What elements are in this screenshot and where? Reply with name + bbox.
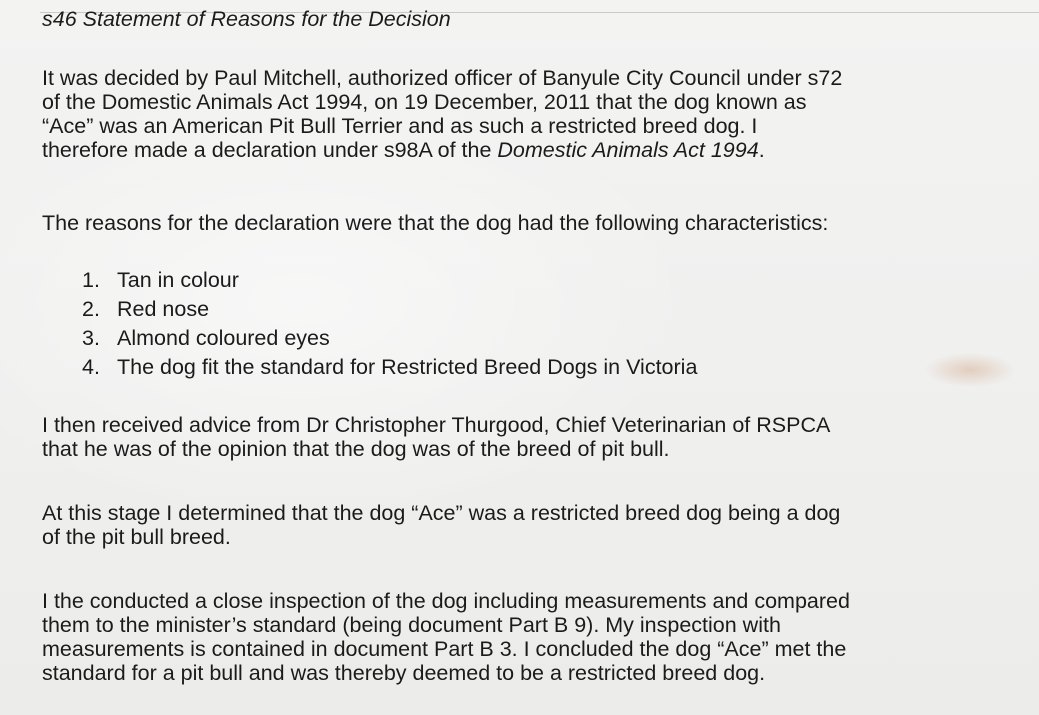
paragraph-reasons-intro <box>42 211 1002 235</box>
list-item <box>82 266 697 295</box>
list-item <box>82 324 697 353</box>
list-text: Almond coloured eyes <box>117 326 330 350</box>
paragraph-decision <box>42 66 1002 162</box>
list-item <box>82 295 697 324</box>
list-item <box>82 353 697 382</box>
text-line: measurements is contained in document Part B 3. I concluded the dog “Ace” met the <box>42 637 847 661</box>
text-segment: therefore made a declaration under s98A of the <box>42 138 498 162</box>
text-line: I the conducted a close inspection of the dog including measurements and compared <box>42 589 850 613</box>
text-line: of the pit bull breed. <box>42 525 231 549</box>
characteristics-list <box>82 266 697 382</box>
text-line: The reasons for the declaration were that the dog had the following characteristics: <box>42 211 829 235</box>
text-segment: . <box>758 138 765 162</box>
text-line: them to the minister’s standard (being document Part B 9). My inspection with <box>42 613 781 637</box>
text-line: standard for a pit bull and was thereby deemed to be a restricted breed dog. <box>42 661 766 685</box>
text-line: that he was of the opinion that the dog was of the breed of pit bull. <box>42 437 670 461</box>
paragraph-determination <box>42 501 1002 549</box>
list-text: The dog fit the standard for Restricted Breed Dogs in Victoria <box>117 355 698 379</box>
act-name-italic: Domestic Animals Act 1994 <box>497 138 759 162</box>
list-text: Red nose <box>117 297 210 321</box>
list-number: 3. <box>82 326 100 350</box>
list-number: 1. <box>82 268 100 292</box>
text-line: At this stage I determined that the dog “Ace” was a restricted breed dog being a dog <box>42 501 841 525</box>
text-line: of the Domestic Animals Act 1994, on 19 December, 2011 that the dog known as <box>42 90 807 114</box>
document-body <box>42 4 1022 685</box>
text-line <box>42 138 1002 162</box>
list-text: Tan in colour <box>117 268 239 292</box>
paragraph-vet-advice <box>42 413 1002 461</box>
list-number: 2. <box>82 297 100 321</box>
paragraph-inspection <box>42 589 1002 685</box>
text-line: I then received advice from Dr Christopher Thurgood, Chief Veterinarian of RSPCA <box>42 413 831 437</box>
text-line: “Ace” was an American Pit Bull Terrier and as such a restricted breed dog. I <box>42 114 758 138</box>
list-number: 4. <box>82 355 100 379</box>
document-title: s46 Statement of Reasons for the Decision <box>42 7 451 31</box>
text-line: It was decided by Paul Mitchell, authorized officer of Banyule City Council under s72 <box>42 66 843 90</box>
